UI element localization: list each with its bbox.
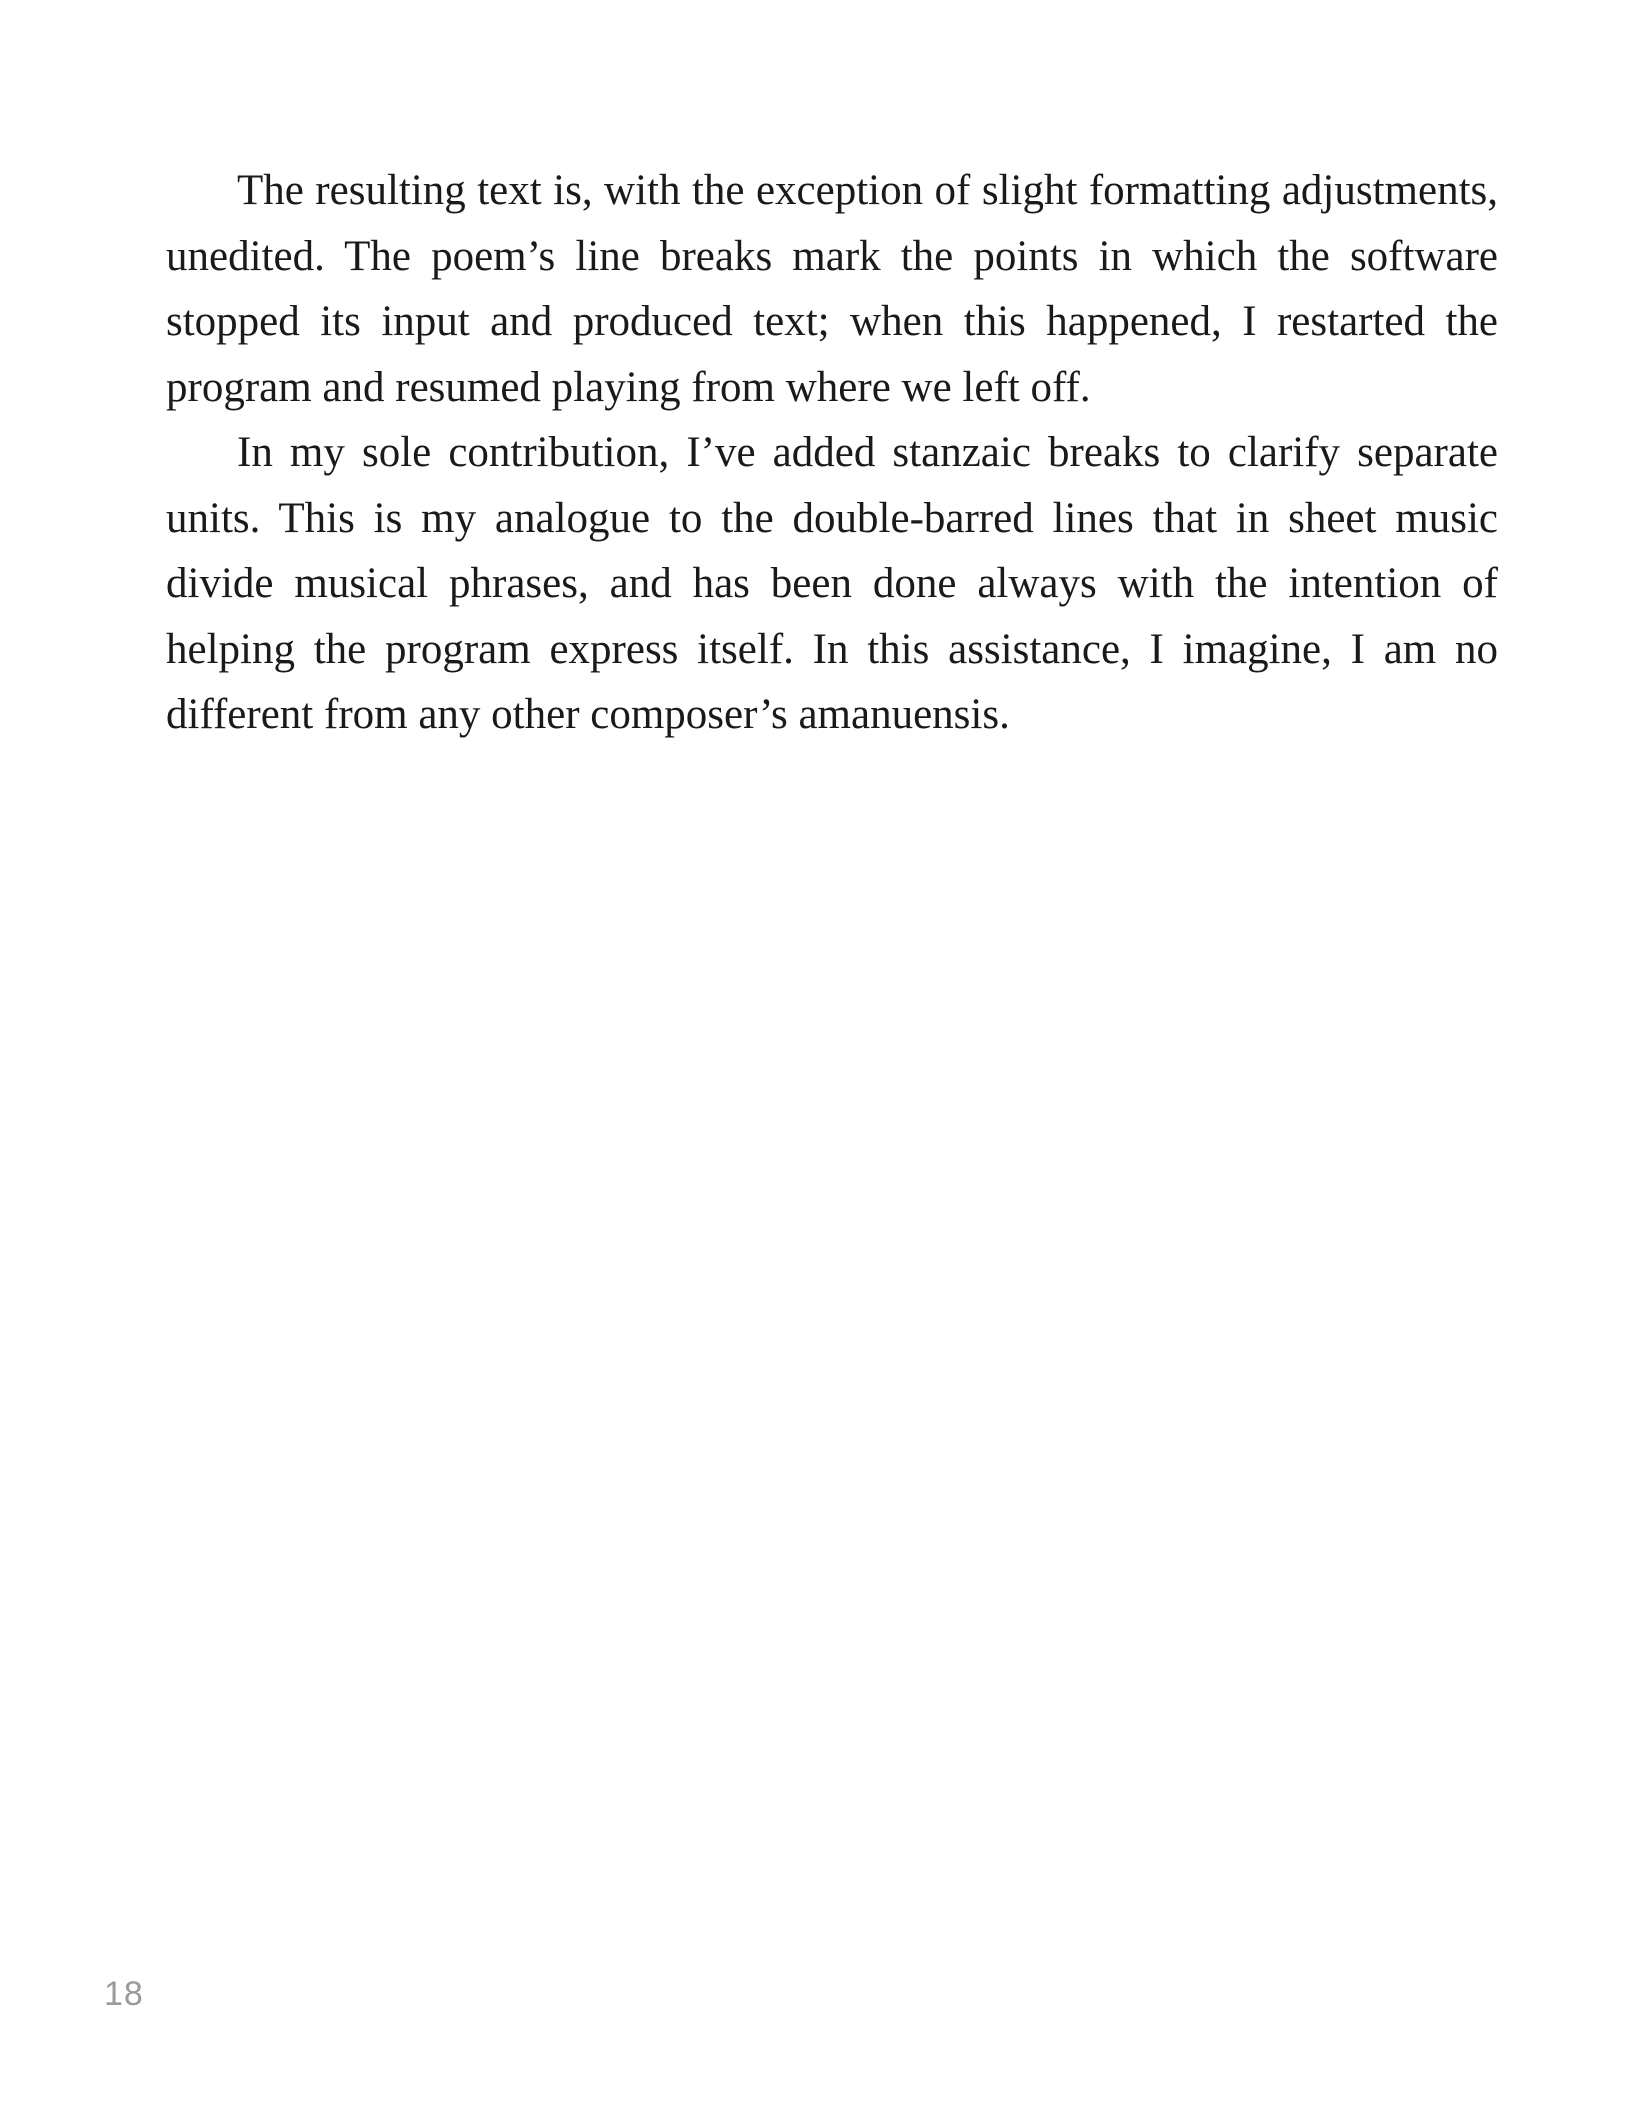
page-number: 18 (104, 1975, 144, 2013)
paragraph-formatting-note: The resulting text is, with the exception of slight formatting adjustments, unedited. The poem’s line breaks mark the points in which the software stopped its input and produced text; when this happened, I restarted the program and resumed playing from where we left off. (166, 167, 1498, 411)
paragraph-stanzaic-breaks: In my sole contribution, I’ve added stanzaic breaks to clarify separate units. This is my analogue to the double-barred lines that in sheet music divide musical phrases, and has been done always with the intention of helping the program express itself. In this assistance, I imagine, I am no different from any other composer’s amanuensis. (166, 429, 1498, 738)
body-text (166, 158, 1498, 748)
